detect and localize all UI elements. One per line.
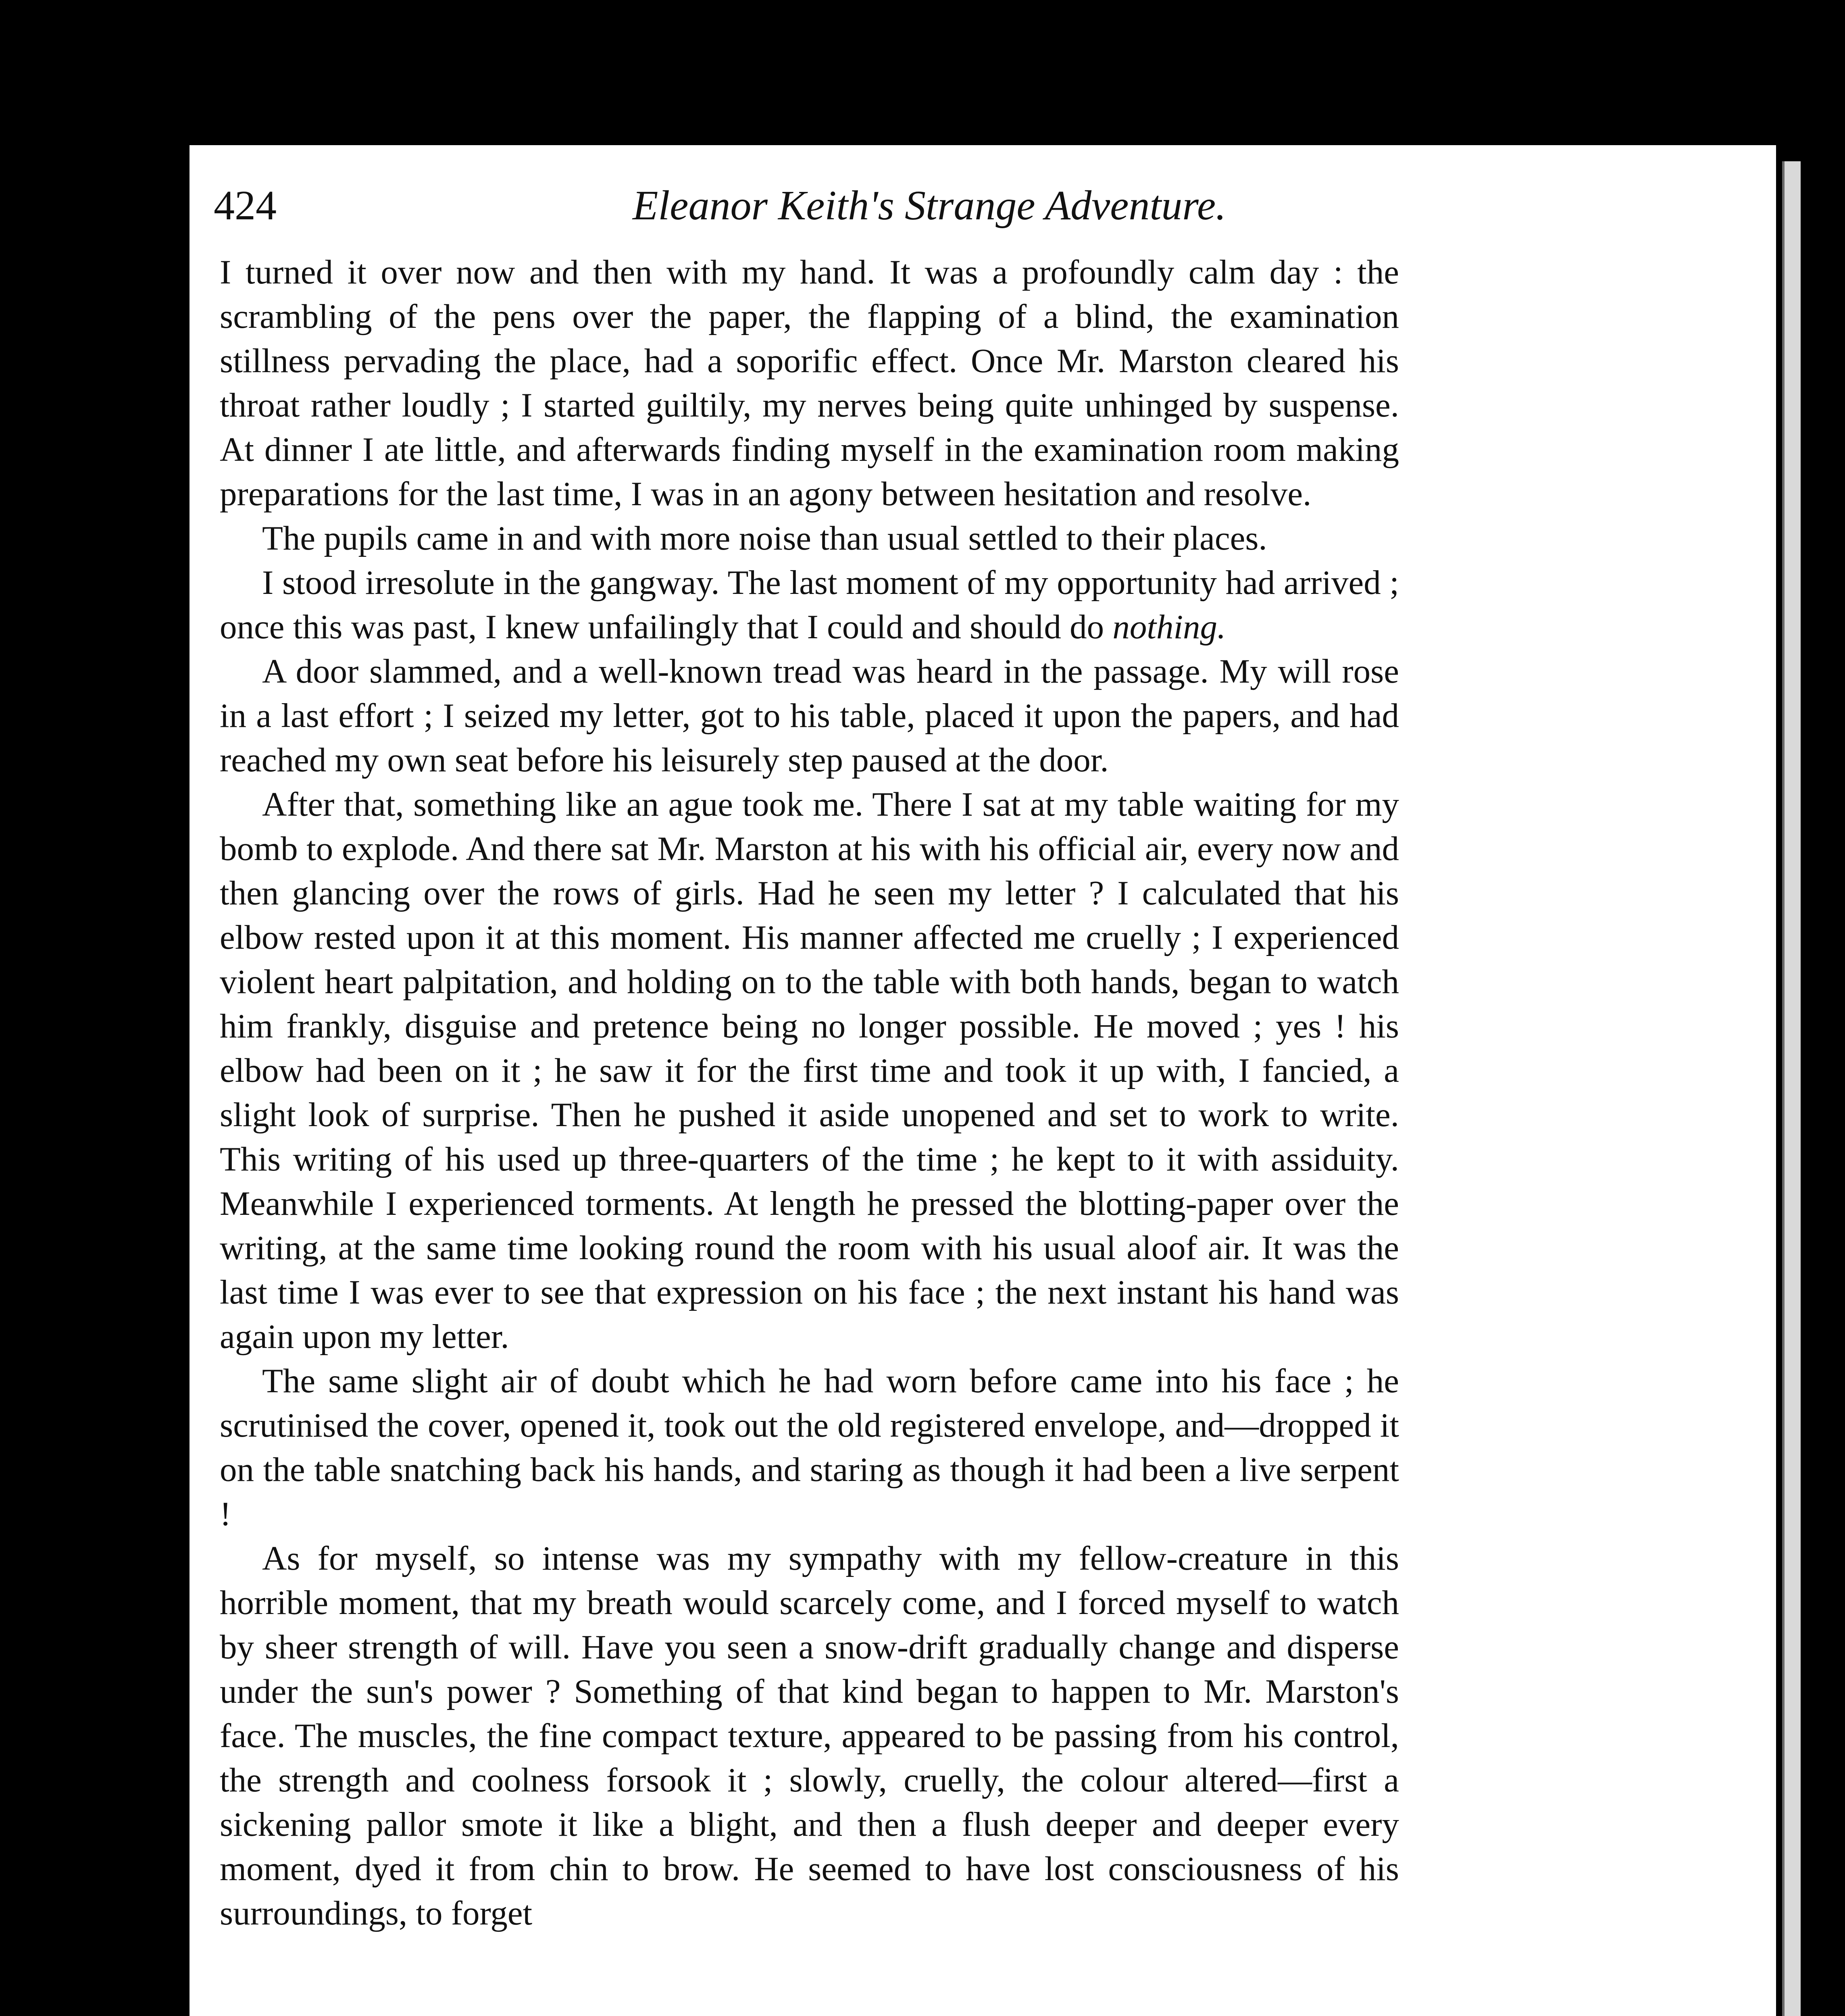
emphasis-nothing: nothing. xyxy=(1112,608,1226,646)
running-title: Eleanor Keith's Strange Adventure. xyxy=(632,182,1227,229)
paragraph-6: The same slight air of doubt which he had worn before came into his face ; he scrutinised the cover, opened it, took out the old registered envelope, and—dropped it on the table snatching back his hands, and staring as though it had been a live serpent ! xyxy=(220,1362,1399,1533)
page-number: 424 xyxy=(214,182,277,229)
paragraph-3 xyxy=(220,560,1399,649)
paragraph-4: A door slammed, and a well-known tread was heard in the passage. My will rose in a last effort ; I seized my letter, got to his table, placed it upon the papers, and had reached my own seat before his leisurely step paused at the door. xyxy=(220,652,1399,779)
body-text xyxy=(220,250,1399,2016)
paragraph-7: As for myself, so intense was my sympathy with my fellow-creature in this horrible moment, that my breath would scarcely come, and I forced myself to watch by sheer strength of will. Have you seen a snow-drift gradually change and disperse under the sun's power ? Something of that kind began to happen to Mr. Marston's face. The muscles, the fine compact texture, appeared to be passing from his control, the strength and coolness forsook it ; slowly, cruelly, the colour altered—first a sickening pallor smote it like a blight, and then a flush deeper and deeper every moment, dyed it from chin to brow. He seemed to have lost consciousness of his surroundings, to forget xyxy=(220,1539,1399,1932)
page-edge xyxy=(1782,161,1801,2016)
paragraph-3-text: I stood irresolute in the gangway. The last moment of my opportunity had arrived ; once this was past, I knew unfailingly that I could and should do xyxy=(220,564,1399,646)
paragraph-1: I turned it over now and then with my hand. It was a profoundly calm day : the scrambling of the pens over the paper, the flapping of a blind, the examination stillness pervading the place, had a soporific effect. Once Mr. Marston cleared his throat rather loudly ; I started guiltily, my nerves being quite unhinged by suspense. At dinner I ate little, and afterwards finding myself in the examination room making preparations for the last time, I was in an agony between hesitation and resolve. xyxy=(220,253,1399,513)
paragraph-2: The pupils came in and with more noise than usual settled to their places. xyxy=(262,519,1267,557)
paragraph-5: After that, something like an ague took me. There I sat at my table waiting for my bomb to explode. And there sat Mr. Marston at his with his official air, every now and then glancing over the rows of girls. Had he seen my letter ? I calculated that his elbow rested upon it at this moment. His manner affected me cruelly ; I experienced violent heart palpitation, and holding on to the table with both hands, began to watch him frankly, disguise and pretence being no longer possible. He moved ; yes ! his elbow had been on it ; he saw it for the first time and took it up with, I fancied, a slight look of surprise. Then he pushed it aside unopened and set to work to write. This writing of his used up three-quarters of the time ; he kept to it with assiduity. Meanwhile I experienced torments. At length he pressed the blotting-paper over the writing, at the same time looking round the room with his usual aloof air. It was the last time I was ever to see that expression on his face ; the next instant his hand was again upon my letter. xyxy=(220,785,1399,1356)
page-header xyxy=(214,169,1383,242)
